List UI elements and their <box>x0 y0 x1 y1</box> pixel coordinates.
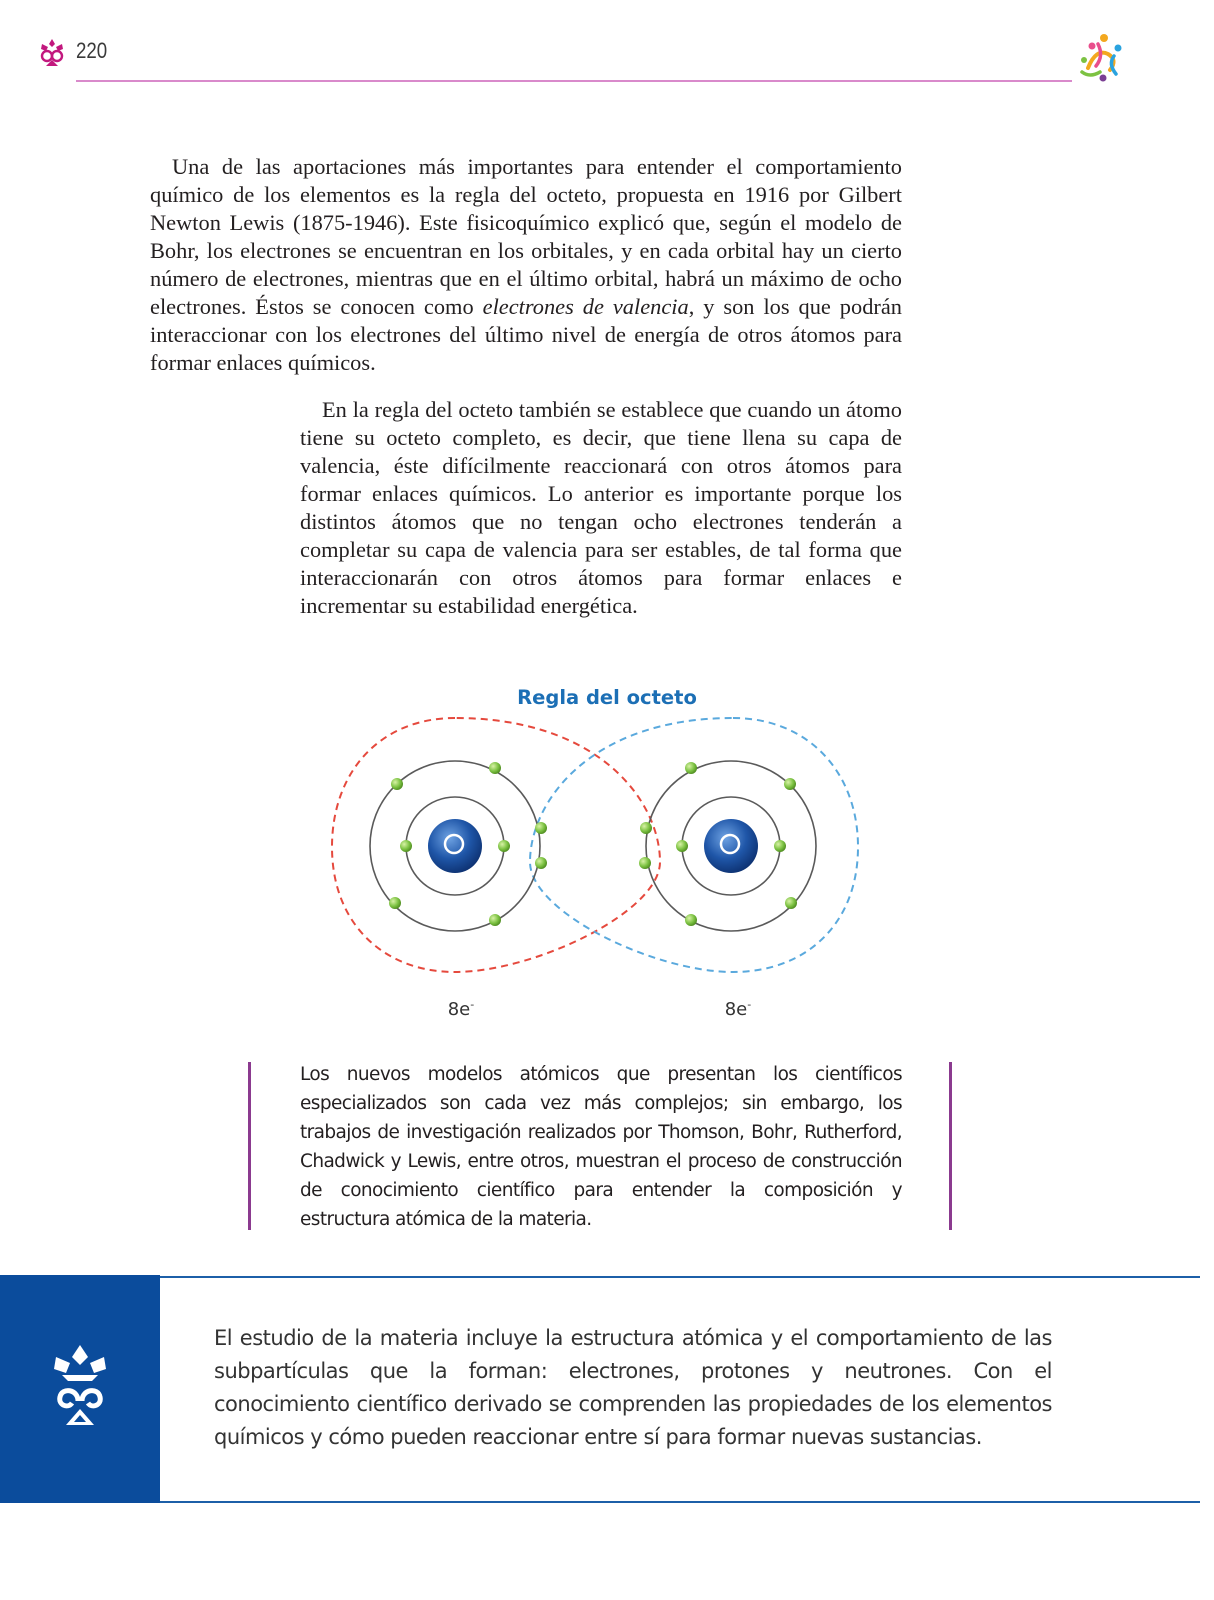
diagram-title: Regla del octeto <box>517 686 697 709</box>
octet-rule-diagram <box>320 712 880 1032</box>
left-valence-outline <box>332 718 660 972</box>
page-number: 220 <box>76 38 108 63</box>
left-atom-label: 8e- <box>447 998 475 1020</box>
octet-rule-paragraph: En la regla del octeto también se establece que cuando un átomo tiene su octeto completo, es decir, que tiene llena su capa de valencia, éste difícilmente reaccionará con otros átomos para formar enlaces químicos. Lo anterior es importante porque los distintos átomos que no tengan ocho electrones tenderán a completar su capa de valencia para ser estables, de tal forma que interaccionarán con otros átomos para formar enlaces e incrementar su estabilidad energética. <box>300 397 902 618</box>
intro-text-part2: , y son los que podrán interaccionar con los electrones del último nivel de energía de otros átomos para formar enlaces químicos. <box>150 294 902 375</box>
ornament-logo-icon <box>38 38 66 68</box>
valence-electrons-term: electrones de valencia <box>482 294 689 319</box>
summary-bottom-rule <box>160 1501 1200 1503</box>
right-nucleus <box>704 819 758 873</box>
summary-text: El estudio de la materia incluye la estructura atómica y el comportamiento de las subpartículas que la forman: electrones, protones y neutrones. Con el conocimiento científico derivado se comprenden las propiedades de los elementos químicos y cómo pueden reaccionar entre sí para formar nuevas sustancias. <box>214 1326 1052 1449</box>
ornament-emblem-icon <box>48 1345 112 1429</box>
note-right-bar <box>949 1062 952 1230</box>
right-valence-outline <box>530 718 858 972</box>
colorful-people-logo-icon <box>1074 30 1132 86</box>
header-rule <box>76 80 1072 82</box>
atomic-models-note: Los nuevos modelos atómicos que presentan los científicos especializados son cada vez más complejos; sin embargo, los trabajos de investigación realizados por Thomson, Bohr, Rutherford, Chadwick y Lewis, entre otros, muestran el proceso de construcción de conocimiento científico para entender la composición y estructura atómica de la materia. <box>300 1064 902 1230</box>
right-atom <box>639 761 816 931</box>
right-atom-label: 8e- <box>724 998 752 1020</box>
note-left-bar <box>248 1062 251 1230</box>
intro-paragraph <box>150 153 902 377</box>
left-nucleus <box>428 819 482 873</box>
summary-top-rule <box>160 1276 1200 1278</box>
left-atom <box>370 761 547 931</box>
intro-text-part1: Una de las aportaciones más importantes para entender el comportamiento químico de los elementos es la regla del octeto, propuesta en 1916 por Gilbert Newton Lewis (1875-1946). Este fisicoquímico explicó que, según el modelo de Bohr, los electrones se encuentran en los orbitales, y en cada orbital hay un cierto número de electrones, mientras que en el último orbital, habrá un máximo de ocho electrones. Éstos se conocen como <box>150 154 902 319</box>
